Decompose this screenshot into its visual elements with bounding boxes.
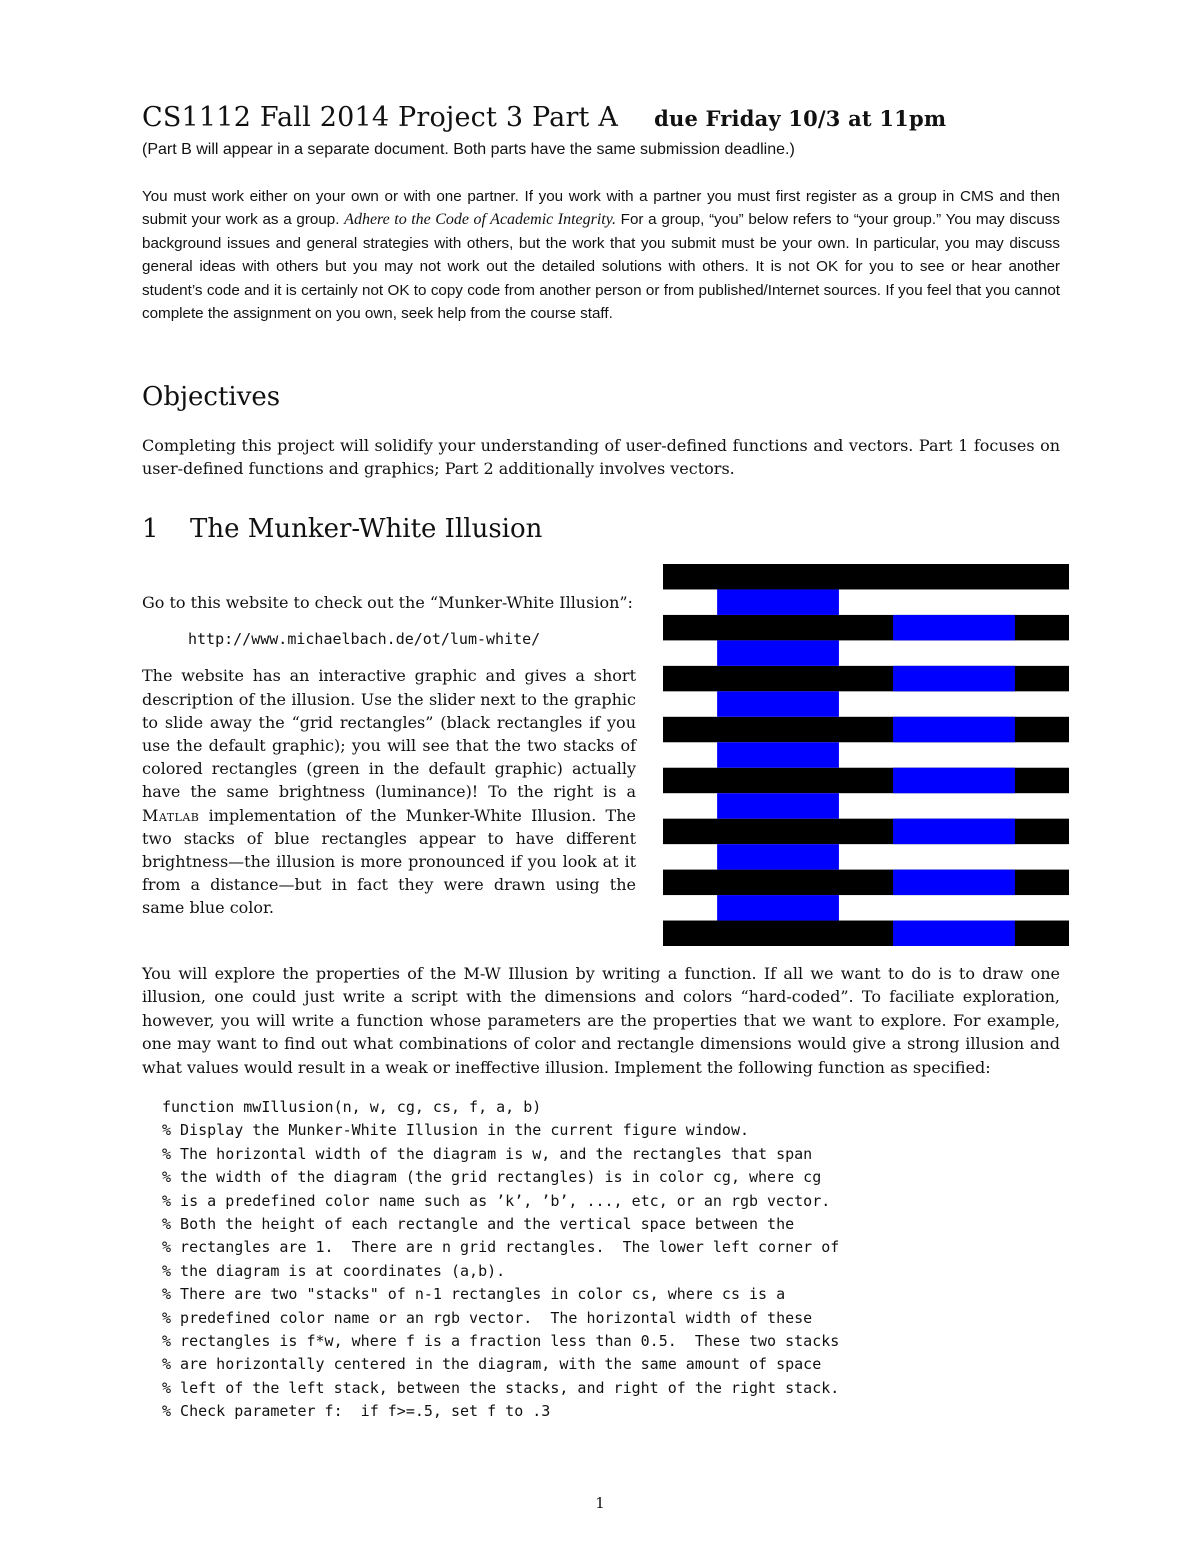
left-stack-rectangle — [717, 742, 839, 767]
illusion-description-text-1: The website has an interactive graphic and gives a short description of the illusion. Use the slider next to the graphic to slide away the “grid rectangles” (black rectangles if you use the default graphic); you will see that the two stacks of colored rectangles (green in the default graphic) actually have the same brightness (luminance)! To the right is a — [142, 666, 636, 802]
code-line: % are horizontally centered in the diagram, with the same amount of space — [162, 1355, 822, 1374]
title-text: CS1112 Fall 2014 Project 3 Part A — [142, 102, 619, 133]
grid-rectangle — [663, 564, 1069, 589]
code-line: % Both the height of each rectangle and the vertical space between the — [162, 1214, 795, 1233]
illusion-description-text-2: implementation of the Munker-White Illusion. The two stacks of blue rectangles appear to have different brightness—the illusion is more pronounced if you look at it from a distance—but in fact they were drawn using the same blue color. — [142, 805, 636, 918]
right-stack-rectangle — [893, 717, 1015, 742]
code-line: % rectangles are 1. There are n grid rectangles. The lower left corner of — [162, 1238, 840, 1257]
left-stack-rectangle — [717, 691, 839, 716]
code-line: % left of the left stack, between the stacks, and right of the right stack. — [162, 1378, 840, 1397]
academic-integrity-emphasis: Adhere to the Code of Academic Integrity. — [344, 211, 616, 229]
section-left-column — [142, 591, 636, 920]
intro-text-2: For a group, “you” below refers to “your group.” You may discuss background issues and general strategies with others, but the work that you submit must be your own. In particular, you may discuss general ideas with others but you may not work out the detailed solutions with others. It is not OK for you to see or hear another student’s code and it is certainly not OK to copy code from another person or from published/Internet sources. If you feel that you cannot complete the assignment on you own, seek help from the course staff. — [142, 211, 1060, 323]
code-line: % The horizontal width of the diagram is w, and the rectangles that span — [162, 1144, 813, 1163]
right-stack-rectangle — [893, 615, 1015, 640]
code-line: % There are two "stacks" of n-1 rectangles in color cs, where cs is a — [162, 1285, 786, 1304]
right-stack-rectangle — [893, 819, 1015, 844]
right-stack-rectangle — [893, 921, 1015, 946]
code-line: % Display the Munker-White Illusion in the current figure window. — [162, 1121, 749, 1140]
section-number: 1 — [142, 514, 159, 544]
intro-text-1: You must work either on your own or with one partner. If you work with a partner you must first register as a group in CMS and then submit your work as a group. — [142, 188, 1060, 229]
left-stack-rectangle — [717, 844, 839, 869]
intro-paragraph — [142, 185, 1060, 325]
objectives-heading: Objectives — [142, 382, 281, 412]
code-line: % the width of the diagram (the grid rectangles) is in color cg, where cg — [162, 1168, 822, 1187]
subtitle: (Part B will appear in a separate document. Both parts have the same submission deadline.) — [142, 141, 795, 158]
right-stack-rectangle — [893, 666, 1015, 691]
code-line: function mwIllusion(n, w, cg, cs, f, a, b) — [162, 1098, 542, 1116]
exploration-paragraph: You will explore the properties of the M-W Illusion by writing a function. If all we want to do is to draw one illusion, one could just write a script with the dimensions and colors “hard-coded”. To faciliate exploration, however, you will write a function whose parameters are the properties that we want to explore. For example, one may want to find out what combinations of color and rectangle dimensions would give a strong illusion and what values would result in a weak or ineffective illusion. Implement the following function as specified: — [142, 964, 1060, 1077]
left-stack-rectangle — [717, 895, 839, 920]
left-stack-rectangle — [717, 640, 839, 665]
code-line: % is a predefined color name such as ’k’, ’b’, ..., etc, or an rgb vector. — [162, 1191, 831, 1210]
code-line: % rectangles is f*w, where f is a fraction less than 0.5. These two stacks — [162, 1331, 840, 1350]
munker-white-illusion-figure — [663, 564, 1069, 946]
section-heading — [142, 514, 542, 544]
code-line: % Check parameter f: if f>=.5, set f to .3 — [162, 1402, 551, 1421]
left-stack-rectangle — [717, 793, 839, 818]
illusion-url-link[interactable]: http://www.michaelbach.de/ot/lum-white/ — [188, 630, 541, 649]
website-intro: Go to this website to check out the “Munker-White Illusion”: — [142, 593, 633, 612]
due-date: due Friday 10/3 at 11pm — [654, 106, 947, 131]
page-title — [142, 102, 946, 133]
code-line: % the diagram is at coordinates (a,b). — [162, 1261, 506, 1280]
right-stack-rectangle — [893, 870, 1015, 895]
code-block — [162, 1096, 839, 1423]
matlab-name: Matlab — [142, 805, 200, 825]
left-stack-rectangle — [717, 589, 839, 614]
right-stack-rectangle — [893, 768, 1015, 793]
section-title: The Munker-White Illusion — [190, 514, 543, 544]
page-number: 1 — [595, 1494, 605, 1512]
illusion-description — [142, 664, 636, 919]
code-line: % predefined color name or an rgb vector. The horizontal width of these — [162, 1308, 813, 1327]
objectives-text: Completing this project will solidify your understanding of user-defined functions and vectors. Part 1 focuses on user-defined functions and graphics; Part 2 additionally involves vectors. — [142, 436, 1060, 479]
